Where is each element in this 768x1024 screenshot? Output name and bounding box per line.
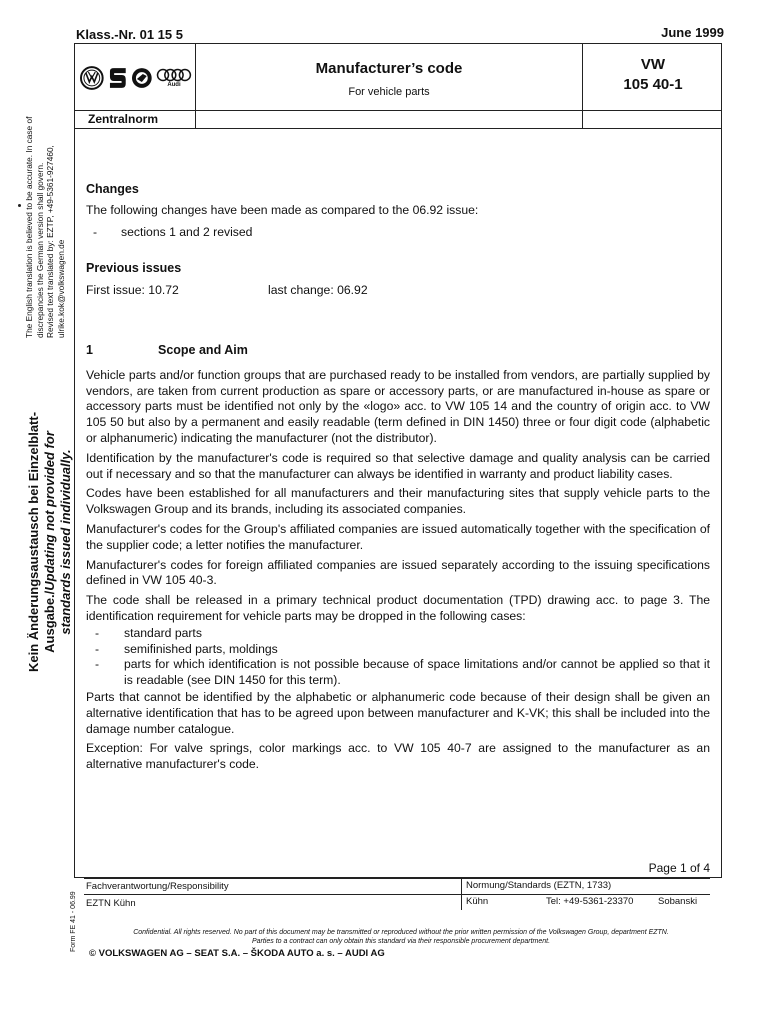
- section-number: 1: [86, 342, 93, 357]
- copyright-notice: © VOLKSWAGEN AG – SEAT S.A. – ŠKODA AUTO a. s. – AUDI AG: [89, 948, 385, 959]
- paragraph: Codes have been established for all manufacturers and their manufacturing sites that supply vehicle parts to the Volkswagen Group and its brands, including its associated companies.: [86, 486, 710, 517]
- translation-note-line: The English translation is believed to be accurate. In case of: [24, 116, 34, 338]
- list-item: [86, 626, 710, 642]
- update-notice-line: Kein Änderungsaustausch bei Einzelblatt-: [26, 411, 41, 672]
- paragraph: Vehicle parts and/or function groups that are purchased ready to be installed from vendors, are partially supplied by vendors, are taken from current production as spare or accessory parts, or are manufactured in-house as spare or accessory parts must be identified not only by the «logo» acc. to VW 105 14 and the country of origin acc. to VW 105 50 but also by a permanent and easily readable (term defined in DIN 1450) three or four digit code (alphabetic or alphanumeric) indicating the manufacturer (not the distributor).: [86, 367, 710, 445]
- paragraph: Manufacturer's codes for foreign affiliated companies are issued separately according to the issuing specifications defined in VW 105 40-3.: [86, 557, 710, 588]
- first-issue: First issue: 10.72: [86, 283, 179, 298]
- translation-note-line: ulrike.kok@volkswagen.de: [55, 239, 66, 338]
- footer-rule: [84, 894, 710, 895]
- skoda-logo: [131, 66, 153, 90]
- section-heading: [86, 343, 710, 359]
- translation-note-line: discrepancies the German version shall govern.: [34, 162, 45, 338]
- changes-heading: Changes: [86, 182, 139, 196]
- standards-label: Normung/Standards (EZTN, 1733): [466, 880, 612, 891]
- page-indicator: Page 1 of 4: [648, 861, 710, 875]
- exception-list: [86, 626, 710, 689]
- last-change: last change: 06.92: [268, 283, 368, 298]
- list-dash: -: [95, 657, 100, 672]
- audi-logo: [156, 68, 192, 89]
- list-item-text: standard parts: [124, 625, 202, 640]
- previous-issues-heading: Previous issues: [86, 261, 182, 276]
- update-notice-de: Ausgabe./: [42, 590, 57, 653]
- paragraph: Identification by the manufacturer's code is required so that selective damage and quality analysis can be carried out if necessary and so that the manufacturer can always be identified in warranty and product liability cases.: [86, 450, 710, 481]
- update-notice-line: [42, 412, 58, 672]
- list-item: [86, 642, 710, 658]
- margin-dot: [18, 204, 21, 207]
- header-divider: [582, 43, 583, 128]
- brand-logos: [80, 58, 192, 98]
- audi-logo-text: Audi: [167, 81, 181, 88]
- standards-name-2: Sobanski: [658, 896, 698, 907]
- list-item: [86, 657, 710, 689]
- document-body: [86, 182, 710, 777]
- standards-name: Kühn: [466, 896, 489, 907]
- audi-rings-logo: [156, 68, 192, 82]
- zentralnorm-label: Zentralnorm: [88, 112, 159, 126]
- standard-code: 105 40-1: [623, 76, 683, 93]
- previous-issues-line: [86, 283, 710, 299]
- paragraph: Manufacturer's codes for the Group's affiliated companies are issued automatically together with the specification of the supplier code; a letter notifies the manufacturer.: [86, 521, 710, 552]
- responsibility-label: Fachverantwortung/Responsibility: [86, 881, 229, 892]
- paragraph: Parts that cannot be identified by the alphabetic or alphanumeric code because of their design shall be given an alternative identification that has to be agreed upon between manufacturer and K-VK; this shall be included into the damage number catalogue.: [86, 689, 710, 736]
- paragraph: Exception: For valve springs, color markings acc. to VW 105 40-7 are assigned to the manufacturer as an alternative manufacturer's code.: [86, 741, 710, 772]
- changes-intro: The following changes have been made as compared to the 06.92 issue:: [86, 202, 479, 217]
- confidential-line: Parties to a contract can only obtain this standard via their responsible procurement department.: [251, 938, 551, 945]
- list-dash: -: [93, 224, 98, 239]
- changes-item: [86, 225, 710, 241]
- list-dash: -: [95, 641, 100, 656]
- update-notice-en: Updating not provided for: [42, 431, 57, 591]
- update-notice: [26, 412, 74, 672]
- paragraph: The code shall be released in a primary technical product documentation (TPD) drawing acc. to page 3. The identification requirement for vehicle parts may be dropped in the following cases:: [86, 593, 710, 623]
- header-rule: [74, 128, 722, 129]
- responsibility-value: EZTN Kühn: [86, 898, 136, 909]
- document-title: Manufacturer’s code: [315, 60, 463, 77]
- translation-note-line: Revised text translated by: EZTP, +49-5361-927460,: [45, 145, 55, 338]
- changes-item-text: sections 1 and 2 revised: [121, 224, 253, 239]
- standards-phone: Tel: +49-5361-23370: [546, 896, 634, 907]
- confidential-notice: [96, 928, 706, 946]
- class-number: Klass.-Nr. 01 15 5: [76, 27, 183, 42]
- issue-date: June 1999: [661, 25, 724, 40]
- standard-number: [584, 55, 722, 95]
- list-item-text: semifinished parts, moldings: [124, 641, 278, 656]
- form-code: Form FE 41 - 06.99: [70, 891, 77, 952]
- list-dash: -: [95, 625, 100, 640]
- header-rule: [74, 110, 722, 111]
- seat-logo: [107, 66, 129, 90]
- list-item-text: parts for which identification is not possible because of space limitations and/or cannot be applied so that it is readable (see DIN 1450 for this term).: [124, 657, 710, 688]
- volkswagen-logo: [80, 66, 104, 90]
- confidential-line: Confidential. All rights reserved. No part of this document may be transmitted or reproduced without the prior written permission of the Volkswagen Group, department EZTN.: [133, 929, 669, 936]
- document-subtitle: For vehicle parts: [348, 86, 430, 98]
- translation-note: [24, 117, 66, 338]
- standard-prefix: VW: [640, 56, 666, 73]
- update-notice-line: standards issued individually.: [58, 449, 73, 635]
- section-title: Scope and Aim: [158, 342, 248, 357]
